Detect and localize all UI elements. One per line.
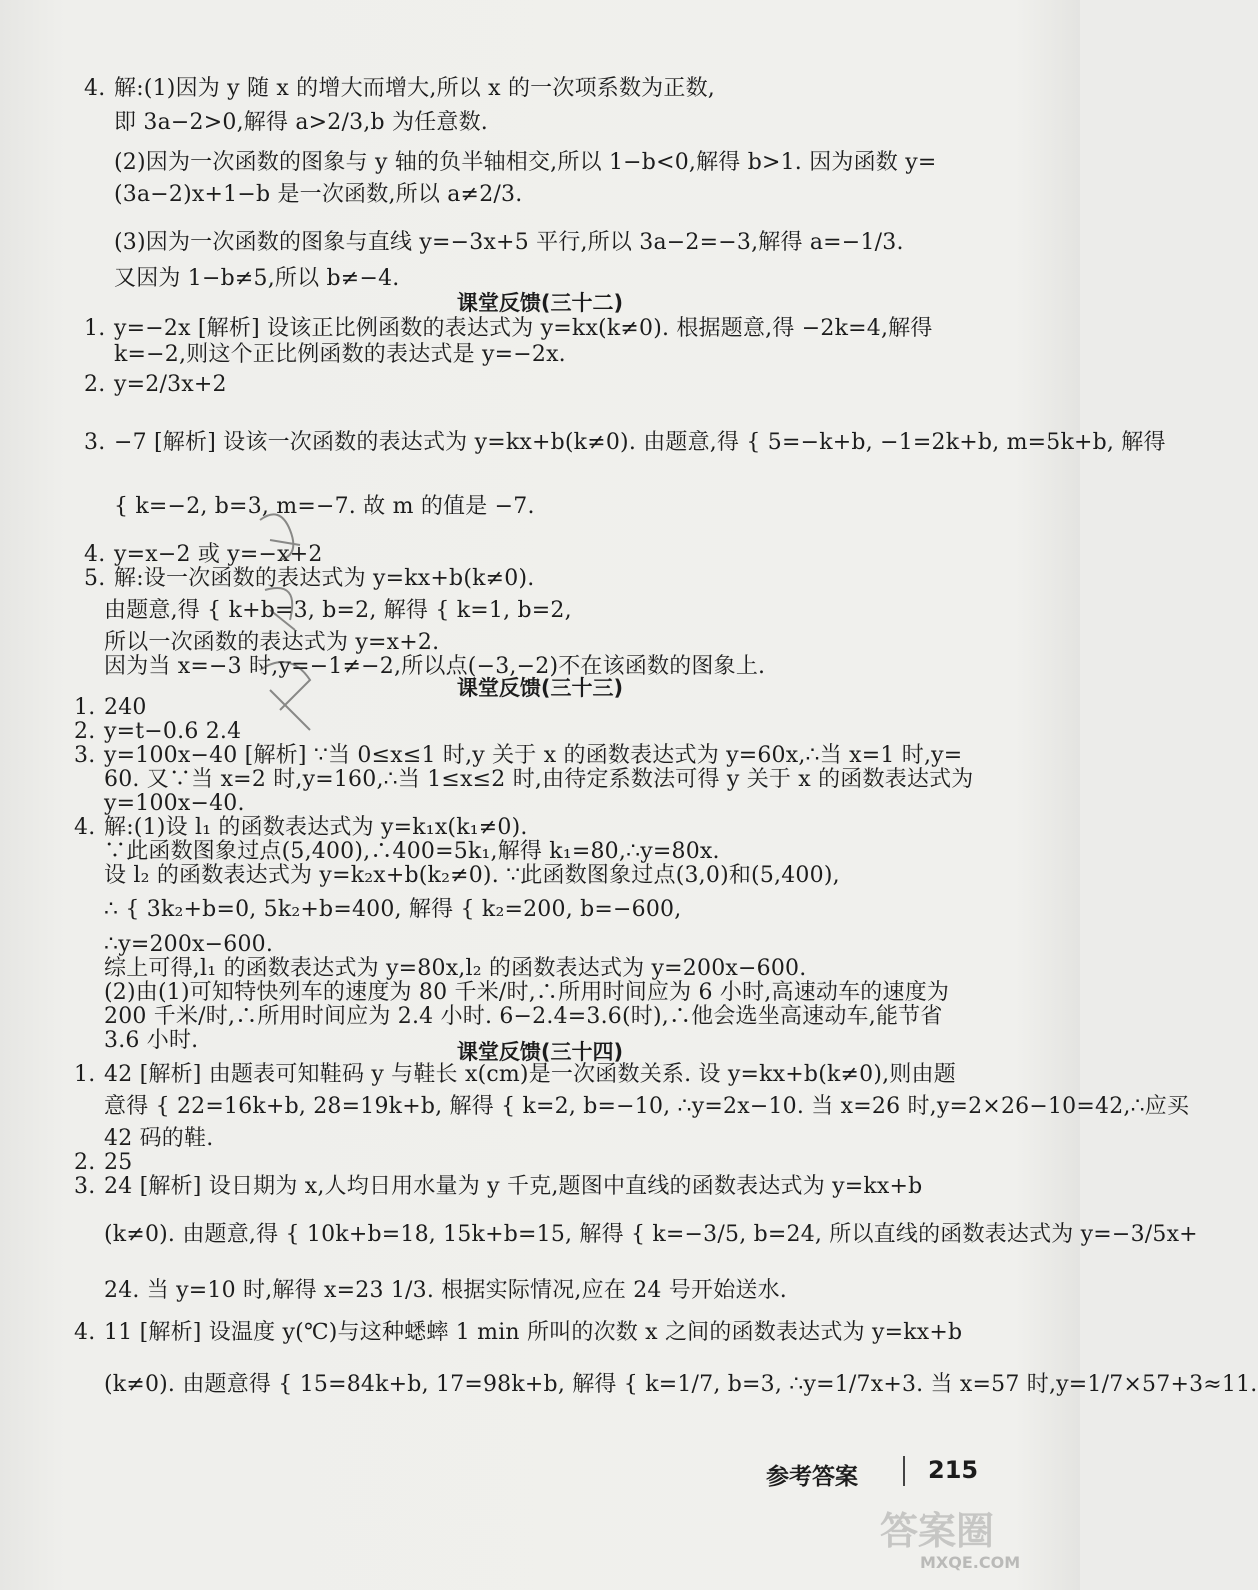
- answer-line: 3. y=100x−40 [解析] ∵当 0≤x≤1 时,y 关于 x 的函数表达式为 y=60x,∴当 x=1 时,y=: [74, 743, 963, 768]
- top-line-3: (3a−2)x+1−b 是一次函数,所以 a≠2/3.: [114, 182, 523, 207]
- answer-line: 60. 又∵当 x=2 时,y=160,∴当 1≤x≤2 时,由待定系数法可得 y 关于 x 的函数表达式为: [104, 767, 974, 792]
- answer-line: 意得 { 22=16k+b, 28=19k+b, 解得 { k=2, b=−10, ∴y=2x−10. 当 x=26 时,y=2×26−10=42,∴应买: [104, 1094, 1190, 1119]
- answer-line: 2. y=2/3x+2: [84, 372, 227, 397]
- answer-line: 42 码的鞋.: [104, 1126, 214, 1151]
- answer-line: 所以一次函数的表达式为 y=x+2.: [104, 630, 440, 655]
- answer-line: 3.6 小时.: [104, 1028, 199, 1053]
- answer-line: 综上可得,l₁ 的函数表达式为 y=80x,l₂ 的函数表达式为 y=200x−600.: [104, 956, 807, 981]
- answer-line: 1. y=−2x [解析] 设该正比例函数的表达式为 y=kx(k≠0). 根据题意,得 −2k=4,解得: [84, 316, 933, 341]
- answer-line: 设 l₂ 的函数表达式为 y=k₂x+b(k₂≠0). ∵此函数图象过点(3,0)和(5,400),: [104, 863, 840, 888]
- answer-line: 3. −7 [解析] 设该一次函数的表达式为 y=kx+b(k≠0). 由题意,得 { 5=−k+b, −1=2k+b, m=5k+b, 解得: [84, 430, 1166, 455]
- answer-line: 1. 42 [解析] 由题表可知鞋码 y 与鞋长 x(cm)是一次函数关系. 设 y=kx+b(k≠0),则由题: [74, 1062, 956, 1087]
- top-line-0: 4. 解:(1)因为 y 随 x 的增大而增大,所以 x 的一次项系数为正数,: [84, 76, 715, 101]
- footer-divider: [903, 1456, 905, 1486]
- answer-line: ∵此函数图象过点(5,400),∴400=5k₁,解得 k₁=80,∴y=80x.: [104, 839, 720, 864]
- watermark-url: MXQE.COM: [920, 1553, 1021, 1572]
- answer-line: 1. 240: [74, 695, 147, 720]
- answer-line: 因为当 x=−3 时,y=−1≠−2,所以点(−3,−2)不在该函数的图象上.: [104, 654, 766, 679]
- answer-line: (2)由(1)可知特快列车的速度为 80 千米/时,∴所用时间应为 6 小时,高速动车的速度为: [104, 980, 950, 1005]
- answer-line: ∴y=200x−600.: [104, 932, 274, 957]
- answer-line: (k≠0). 由题意得 { 15=84k+b, 17=98k+b, 解得 { k=1/7, b=3, ∴y=1/7x+3. 当 x=57 时,y=1/7×57+3≈11.: [104, 1372, 1258, 1397]
- watermark-logo: 答案圈: [880, 1509, 995, 1553]
- top-line-1: 即 3a−2>0,解得 a>2/3,b 为任意数.: [114, 110, 488, 135]
- answer-line: y=100x−40.: [104, 791, 245, 816]
- page-number: 215: [928, 1456, 979, 1484]
- top-line-4: (3)因为一次函数的图象与直线 y=−3x+5 平行,所以 3a−2=−3,解得 a=−1/3.: [114, 230, 904, 255]
- answer-line: 2. 25: [74, 1150, 133, 1175]
- answer-line: 200 千米/时,∴所用时间应为 2.4 小时. 6−2.4=3.6(时),∴他会选坐高速动车,能节省: [104, 1004, 943, 1029]
- answer-line: { k=−2, b=3, m=−7. 故 m 的值是 −7.: [114, 494, 535, 519]
- answer-line: 4. 11 [解析] 设温度 y(℃)与这种蟋蟀 1 min 所叫的次数 x 之间的函数表达式为 y=kx+b: [74, 1320, 963, 1345]
- section-heading: 课堂反馈(三十二): [456, 291, 624, 315]
- answer-line: 24. 当 y=10 时,解得 x=23 1/3. 根据实际情况,应在 24 号开始送水.: [104, 1278, 787, 1303]
- answer-line: 2. y=t−0.6 2.4: [74, 719, 242, 744]
- top-line-2: (2)因为一次函数的图象与 y 轴的负半轴相交,所以 1−b<0,解得 b>1. 因为函数 y=: [114, 150, 937, 175]
- answer-line: 4. 解:(1)设 l₁ 的函数表达式为 y=k₁x(k₁≠0).: [74, 815, 528, 840]
- answer-line: 4. y=x−2 或 y=−x+2: [84, 542, 323, 567]
- section-heading: 课堂反馈(三十四): [456, 1040, 624, 1064]
- section-heading: 课堂反馈(三十三): [456, 676, 624, 700]
- handwriting-scribble: [240, 500, 360, 760]
- answer-line: 5. 解:设一次函数的表达式为 y=kx+b(k≠0).: [84, 566, 535, 591]
- top-line-5: 又因为 1−b≠5,所以 b≠−4.: [114, 266, 400, 291]
- answer-line: ∴ { 3k₂+b=0, 5k₂+b=400, 解得 { k₂=200, b=−600,: [104, 897, 682, 922]
- answer-line: 3. 24 [解析] 设日期为 x,人均日用水量为 y 千克,题图中直线的函数表达式为 y=kx+b: [74, 1174, 923, 1199]
- answer-line: k=−2,则这个正比例函数的表达式是 y=−2x.: [114, 342, 566, 367]
- footer-label: 参考答案: [766, 1464, 858, 1490]
- answer-line: (k≠0). 由题意,得 { 10k+b=18, 15k+b=15, 解得 { k=−3/5, b=24, 所以直线的函数表达式为 y=−3/5x+: [104, 1222, 1198, 1247]
- answer-line: 由题意,得 { k+b=3, b=2, 解得 { k=1, b=2,: [104, 598, 572, 623]
